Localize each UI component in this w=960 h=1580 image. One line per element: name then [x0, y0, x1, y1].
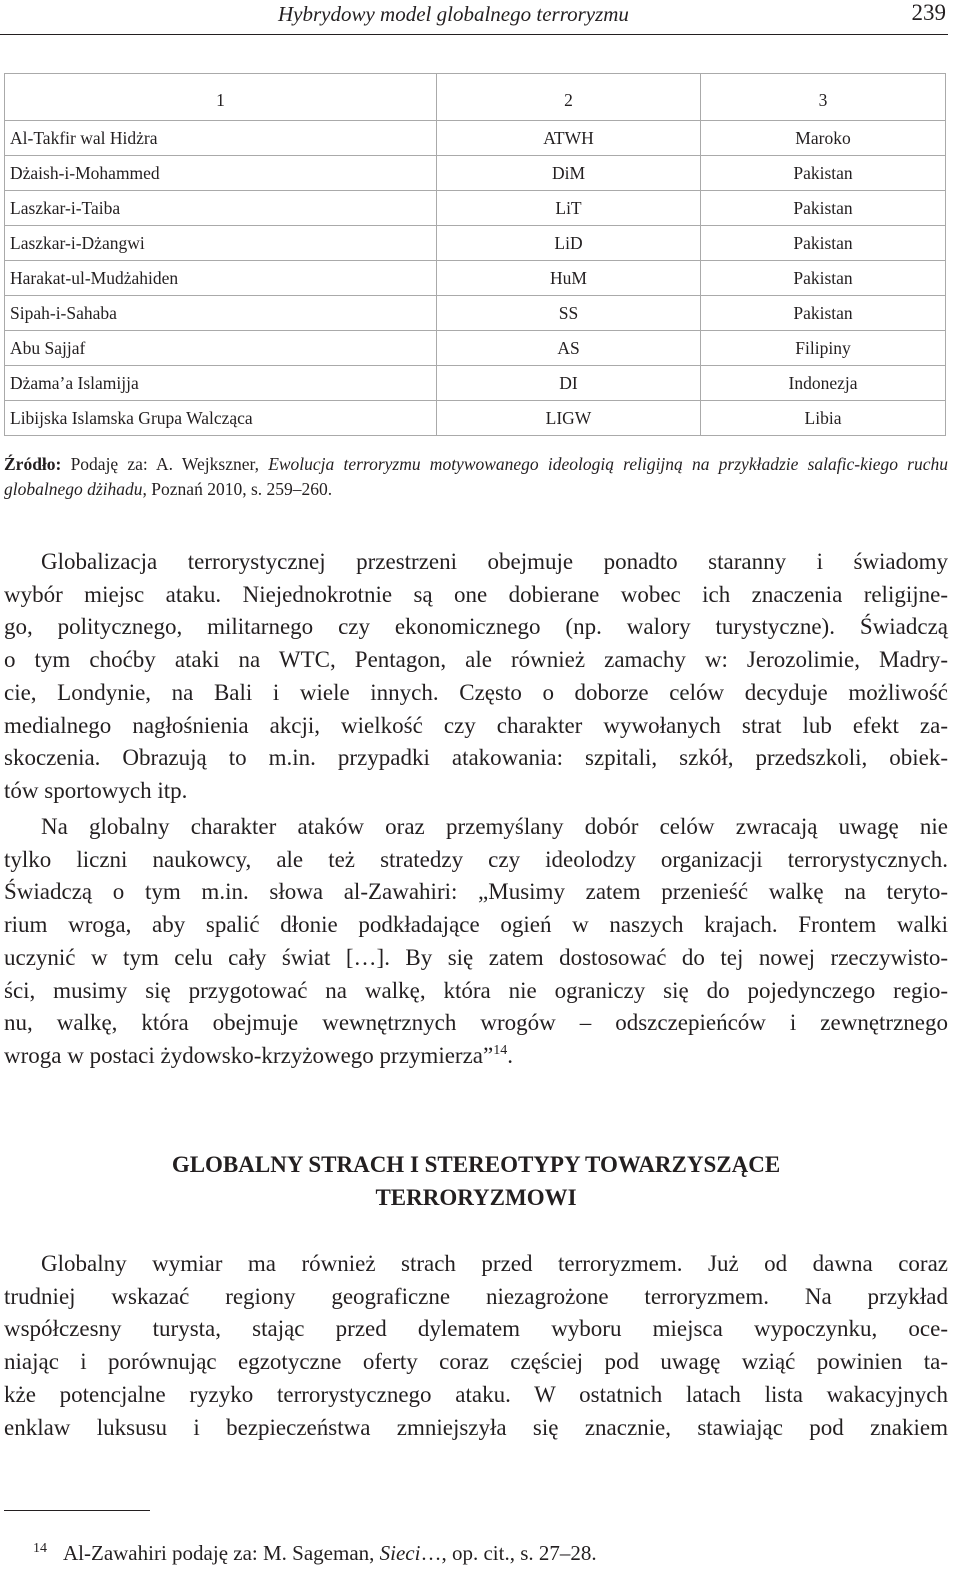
text-line: go, politycznego, militarnego czy ekonomicznego (np. walory turystyczne). Świadczą: [4, 614, 948, 640]
text-line: Globalny wymiar ma również strach przed terroryzmem. Już od dawna coraz: [41, 1251, 948, 1276]
text-line: wybór miejsc ataku. Niejednokrotnie są one dobierane wobec ich znaczenia religijne-: [4, 581, 948, 607]
text-line: niając i porównując egzotyczne oferty coraz częściej pod uwagę wziąć powinien ta-: [4, 1349, 948, 1375]
text-line: o tym choćby ataki na WTC, Pentagon, ale również zamachy w: Jerozolimie, Madry-: [4, 647, 948, 673]
column-header: 2: [437, 74, 701, 121]
text-line-content: wroga w postaci żydowsko-krzyżowego przymierza”: [4, 1042, 494, 1068]
column-header: 3: [701, 74, 946, 121]
page-number: 239: [911, 0, 946, 25]
text-line: współczesny turysta, stając przed dylematem wyboru miejsca wypoczynku, oce-: [4, 1316, 948, 1342]
text-line: uczynić w tym celu cały świat […]. By się zatem dostosować do tej nowej rzeczywisto-: [4, 944, 948, 970]
text-line: Na globalny charakter ataków oraz przemyślany dobór celów zwracają uwagę nie: [41, 814, 948, 839]
text-line: Świadczą o tym m.in. słowa al-Zawahiri: „Musimy zatem przenieść walkę na teryto-: [4, 879, 948, 905]
organization-name-cell: Laszkar-i-Dżangwi: [5, 226, 437, 261]
source-label: Źródło:: [4, 454, 62, 474]
country-cell: Pakistan: [701, 191, 946, 226]
abbreviation-cell: AS: [437, 331, 701, 366]
text-line: cie, Londynie, na Bali i wiele innych. Często o doborze celów decyduje możliwość: [4, 679, 948, 705]
footnote: [33, 1541, 597, 1566]
text-line: rium wroga, aby spalić dłonie podkładające ogień w naszych krajach. Frontem walki: [4, 912, 948, 938]
country-cell: Maroko: [701, 121, 946, 156]
footnote-reference[interactable]: 14: [493, 1042, 508, 1058]
country-cell: Pakistan: [701, 261, 946, 296]
running-header: [0, 0, 948, 35]
abbreviation-cell: LiD: [437, 226, 701, 261]
text-line: kże potencjalne ryzyko terrorystycznego ataku. W ostatnich latach lista wakacyjnych: [4, 1381, 948, 1407]
text-line: enklaw luksusu i bezpieczeństwa zmniejszyła się znacznie, stawiając pod znakiem: [4, 1414, 948, 1440]
paragraph-1: [4, 546, 948, 808]
country-cell: Indonezja: [701, 366, 946, 401]
line-end-punctuation: .: [507, 1042, 513, 1068]
country-cell: Pakistan: [701, 226, 946, 261]
text-line: skoczenia. Obrazują to m.in. przypadki atakowania: szpitali, szkół, przedszkoli, obiek-: [4, 745, 948, 771]
text-line: tylko liczni naukowcy, ale też stratedzy czy ideolodzy organizacji terrorystycznych.: [4, 846, 948, 872]
table-row: [5, 191, 946, 226]
text-line: tów sportowych itp.: [4, 777, 188, 803]
table-header-row: [5, 74, 946, 121]
table-row: [5, 261, 946, 296]
source-title: Ewolucja terroryzmu motywowanego ideologią religijną na przykładzie salafic-kiego ruchu globalnego dżihadu: [4, 454, 948, 499]
text-line: ści, musimy się przygotować na walkę, która nie ograniczy się do pojedynczego regio-: [4, 977, 948, 1003]
table-source-note: [4, 452, 948, 502]
text-line: trudniej wskazać regiony geograficzne niezagrożone terroryzmem. Na przykład: [4, 1283, 948, 1309]
organization-name-cell: Laszkar-i-Taiba: [5, 191, 437, 226]
organizations-table: [4, 73, 946, 436]
table-row: [5, 296, 946, 331]
text-line: medialnego nagłośnienia akcji, wielkość czy charakter wywołanych strat lub efekt za-: [4, 712, 948, 738]
organization-name-cell: Sipah-i-Sahaba: [5, 296, 437, 331]
table-row: [5, 226, 946, 261]
organization-name-cell: Al-Takfir wal Hidżra: [5, 121, 437, 156]
running-title: Hybrydowy model globalnego terroryzmu: [278, 2, 629, 26]
table-row: [5, 156, 946, 191]
text-line: nu, walkę, która obejmuje wewnętrznych wrogów – odszczepieńców i zewnętrznego: [4, 1010, 948, 1036]
abbreviation-cell: LIGW: [437, 401, 701, 436]
column-header: 1: [5, 74, 437, 121]
footnote-text-end: …, op. cit., s. 27–28.: [420, 1541, 597, 1565]
abbreviation-cell: LiT: [437, 191, 701, 226]
country-cell: Libia: [701, 401, 946, 436]
source-text: Podaję za: A. Wejkszner,: [61, 454, 269, 474]
text-line: Globalizacja terrorystycznej przestrzeni obejmuje ponadto staranny i świadomy: [41, 549, 948, 574]
country-cell: Pakistan: [701, 156, 946, 191]
abbreviation-cell: ATWH: [437, 121, 701, 156]
footnote-title: Sieci: [379, 1541, 421, 1565]
organization-name-cell: Harakat-ul-Mudżahiden: [5, 261, 437, 296]
country-cell: Filipiny: [701, 331, 946, 366]
table-row: [5, 366, 946, 401]
paragraph-3: [4, 1248, 948, 1444]
abbreviation-cell: HuM: [437, 261, 701, 296]
organization-name-cell: Dżama’a Islamijja: [5, 366, 437, 401]
country-cell: Pakistan: [701, 296, 946, 331]
organization-name-cell: Libijska Islamska Grupa Walcząca: [5, 401, 437, 436]
section-heading-line: GLOBALNY STRACH I STEREOTYPY TOWARZYSZĄCE: [171, 1152, 781, 1177]
footnote-number: 14: [33, 1541, 47, 1556]
section-heading-line: TERRORYZMOWI: [375, 1185, 577, 1210]
abbreviation-cell: DiM: [437, 156, 701, 191]
footnote-text-start: Al-Zawahiri podaję za: M. Sageman,: [63, 1541, 380, 1565]
abbreviation-cell: SS: [437, 296, 701, 331]
table-row: [5, 331, 946, 366]
section-heading: [4, 1148, 948, 1214]
table-row: [5, 401, 946, 436]
footnote-separator: [4, 1510, 150, 1511]
paragraph-2: [4, 811, 948, 1077]
organization-name-cell: Abu Sajjaf: [5, 331, 437, 366]
organization-name-cell: Dżaish-i-Mohammed: [5, 156, 437, 191]
abbreviation-cell: DI: [437, 366, 701, 401]
table-row: [5, 121, 946, 156]
source-text-end: , Poznań 2010, s. 259–260.: [142, 479, 333, 499]
footnote-text: [63, 1541, 597, 1565]
text-line-with-footnote: [4, 1040, 948, 1077]
